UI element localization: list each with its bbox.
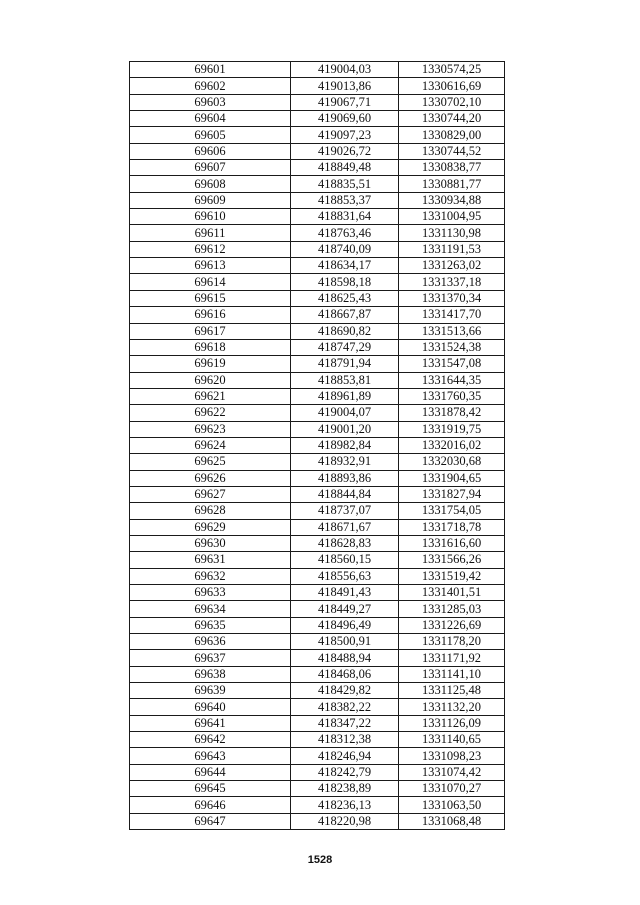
x-coordinate-cell: 418347,22: [291, 715, 399, 731]
table-row: [130, 356, 505, 372]
point-id-cell: 69612: [130, 241, 291, 257]
x-coordinate-cell: 418449,27: [291, 601, 399, 617]
y-coordinate-cell: 1331285,03: [399, 601, 505, 617]
point-id-cell: 69630: [130, 535, 291, 551]
table-row: [130, 62, 505, 78]
point-id-cell: 69609: [130, 192, 291, 208]
coordinates-table-body: [130, 62, 505, 830]
table-row: [130, 519, 505, 535]
table-row: [130, 470, 505, 486]
table-row: [130, 372, 505, 388]
point-id-cell: 69604: [130, 111, 291, 127]
y-coordinate-cell: 1331616,60: [399, 535, 505, 551]
point-id-cell: 69621: [130, 388, 291, 404]
x-coordinate-cell: 418496,49: [291, 617, 399, 633]
point-id-cell: 69624: [130, 437, 291, 453]
y-coordinate-cell: 1331904,65: [399, 470, 505, 486]
table-row: [130, 241, 505, 257]
table-row: [130, 486, 505, 502]
point-id-cell: 69629: [130, 519, 291, 535]
point-id-cell: 69636: [130, 634, 291, 650]
y-coordinate-cell: 1331068,48: [399, 813, 505, 829]
y-coordinate-cell: 1331519,42: [399, 568, 505, 584]
point-id-cell: 69625: [130, 454, 291, 470]
point-id-cell: 69632: [130, 568, 291, 584]
y-coordinate-cell: 1331178,20: [399, 634, 505, 650]
x-coordinate-cell: 418853,81: [291, 372, 399, 388]
x-coordinate-cell: 418220,98: [291, 813, 399, 829]
y-coordinate-cell: 1331063,50: [399, 797, 505, 813]
y-coordinate-cell: 1330829,00: [399, 127, 505, 143]
point-id-cell: 69607: [130, 160, 291, 176]
x-coordinate-cell: 418737,07: [291, 503, 399, 519]
table-row: [130, 666, 505, 682]
x-coordinate-cell: 418740,09: [291, 241, 399, 257]
table-row: [130, 568, 505, 584]
point-id-cell: 69610: [130, 209, 291, 225]
point-id-cell: 69616: [130, 307, 291, 323]
point-id-cell: 69603: [130, 94, 291, 110]
point-id-cell: 69601: [130, 62, 291, 78]
x-coordinate-cell: 418500,91: [291, 634, 399, 650]
table-row: [130, 339, 505, 355]
y-coordinate-cell: 1330616,69: [399, 78, 505, 94]
point-id-cell: 69622: [130, 405, 291, 421]
y-coordinate-cell: 1331070,27: [399, 781, 505, 797]
x-coordinate-cell: 419013,86: [291, 78, 399, 94]
y-coordinate-cell: 1331226,69: [399, 617, 505, 633]
table-row: [130, 715, 505, 731]
x-coordinate-cell: 419069,60: [291, 111, 399, 127]
table-row: [130, 143, 505, 159]
table-row: [130, 437, 505, 453]
y-coordinate-cell: 1331098,23: [399, 748, 505, 764]
y-coordinate-cell: 1330934,88: [399, 192, 505, 208]
point-id-cell: 69628: [130, 503, 291, 519]
table-row: [130, 732, 505, 748]
point-id-cell: 69637: [130, 650, 291, 666]
y-coordinate-cell: 1331126,09: [399, 715, 505, 731]
table-row: [130, 127, 505, 143]
point-id-cell: 69646: [130, 797, 291, 813]
x-coordinate-cell: 418634,17: [291, 258, 399, 274]
y-coordinate-cell: 1331370,34: [399, 290, 505, 306]
table-row: [130, 601, 505, 617]
x-coordinate-cell: 418671,67: [291, 519, 399, 535]
y-coordinate-cell: 1331513,66: [399, 323, 505, 339]
y-coordinate-cell: 1331754,05: [399, 503, 505, 519]
x-coordinate-cell: 418982,84: [291, 437, 399, 453]
x-coordinate-cell: 418791,94: [291, 356, 399, 372]
table-row: [130, 699, 505, 715]
x-coordinate-cell: 418236,13: [291, 797, 399, 813]
x-coordinate-cell: 418932,91: [291, 454, 399, 470]
point-id-cell: 69615: [130, 290, 291, 306]
x-coordinate-cell: 418667,87: [291, 307, 399, 323]
table-row: [130, 797, 505, 813]
y-coordinate-cell: 1331140,65: [399, 732, 505, 748]
y-coordinate-cell: 1331191,53: [399, 241, 505, 257]
y-coordinate-cell: 1331547,08: [399, 356, 505, 372]
y-coordinate-cell: 1331074,42: [399, 764, 505, 780]
y-coordinate-cell: 1331337,18: [399, 274, 505, 290]
x-coordinate-cell: 418690,82: [291, 323, 399, 339]
table-row: [130, 748, 505, 764]
y-coordinate-cell: 1331417,70: [399, 307, 505, 323]
table-row: [130, 454, 505, 470]
x-coordinate-cell: 419026,72: [291, 143, 399, 159]
table-row: [130, 617, 505, 633]
x-coordinate-cell: 418246,94: [291, 748, 399, 764]
table-row: [130, 781, 505, 797]
point-id-cell: 69613: [130, 258, 291, 274]
table-row: [130, 176, 505, 192]
x-coordinate-cell: 419097,23: [291, 127, 399, 143]
point-id-cell: 69641: [130, 715, 291, 731]
y-coordinate-cell: 1331718,78: [399, 519, 505, 535]
point-id-cell: 69623: [130, 421, 291, 437]
table-row: [130, 388, 505, 404]
table-row: [130, 160, 505, 176]
point-id-cell: 69617: [130, 323, 291, 339]
y-coordinate-cell: 1330838,77: [399, 160, 505, 176]
table-row: [130, 813, 505, 829]
y-coordinate-cell: 1331760,35: [399, 388, 505, 404]
x-coordinate-cell: 418763,46: [291, 225, 399, 241]
point-id-cell: 69644: [130, 764, 291, 780]
table-row: [130, 323, 505, 339]
x-coordinate-cell: 418853,37: [291, 192, 399, 208]
y-coordinate-cell: 1331132,20: [399, 699, 505, 715]
y-coordinate-cell: 1331171,92: [399, 650, 505, 666]
x-coordinate-cell: 418625,43: [291, 290, 399, 306]
x-coordinate-cell: 419001,20: [291, 421, 399, 437]
table-row: [130, 290, 505, 306]
point-id-cell: 69639: [130, 683, 291, 699]
x-coordinate-cell: 418242,79: [291, 764, 399, 780]
point-id-cell: 69647: [130, 813, 291, 829]
y-coordinate-cell: 1330702,10: [399, 94, 505, 110]
x-coordinate-cell: 418961,89: [291, 388, 399, 404]
table-row: [130, 274, 505, 290]
x-coordinate-cell: 418831,64: [291, 209, 399, 225]
x-coordinate-cell: 418491,43: [291, 585, 399, 601]
point-id-cell: 69633: [130, 585, 291, 601]
point-id-cell: 69602: [130, 78, 291, 94]
point-id-cell: 69635: [130, 617, 291, 633]
table-row: [130, 94, 505, 110]
point-id-cell: 69638: [130, 666, 291, 682]
table-row: [130, 634, 505, 650]
point-id-cell: 69626: [130, 470, 291, 486]
point-id-cell: 69642: [130, 732, 291, 748]
table-row: [130, 650, 505, 666]
table-row: [130, 225, 505, 241]
y-coordinate-cell: 1330881,77: [399, 176, 505, 192]
y-coordinate-cell: 1331644,35: [399, 372, 505, 388]
table-row: [130, 78, 505, 94]
x-coordinate-cell: 418556,63: [291, 568, 399, 584]
x-coordinate-cell: 418488,94: [291, 650, 399, 666]
y-coordinate-cell: 1331878,42: [399, 405, 505, 421]
point-id-cell: 69620: [130, 372, 291, 388]
x-coordinate-cell: 418844,84: [291, 486, 399, 502]
y-coordinate-cell: 1331141,10: [399, 666, 505, 682]
point-id-cell: 69605: [130, 127, 291, 143]
y-coordinate-cell: 1332016,02: [399, 437, 505, 453]
x-coordinate-cell: 418560,15: [291, 552, 399, 568]
point-id-cell: 69618: [130, 339, 291, 355]
x-coordinate-cell: 419067,71: [291, 94, 399, 110]
y-coordinate-cell: 1331401,51: [399, 585, 505, 601]
table-row: [130, 503, 505, 519]
x-coordinate-cell: 418849,48: [291, 160, 399, 176]
x-coordinate-cell: 418468,06: [291, 666, 399, 682]
x-coordinate-cell: 418835,51: [291, 176, 399, 192]
point-id-cell: 69645: [130, 781, 291, 797]
coordinates-table: [129, 61, 505, 830]
table-row: [130, 405, 505, 421]
y-coordinate-cell: 1332030,68: [399, 454, 505, 470]
table-row: [130, 683, 505, 699]
x-coordinate-cell: 418893,86: [291, 470, 399, 486]
point-id-cell: 69614: [130, 274, 291, 290]
x-coordinate-cell: 418312,38: [291, 732, 399, 748]
point-id-cell: 69627: [130, 486, 291, 502]
x-coordinate-cell: 418429,82: [291, 683, 399, 699]
y-coordinate-cell: 1331004,95: [399, 209, 505, 225]
point-id-cell: 69606: [130, 143, 291, 159]
y-coordinate-cell: 1331263,02: [399, 258, 505, 274]
point-id-cell: 69643: [130, 748, 291, 764]
y-coordinate-cell: 1331524,38: [399, 339, 505, 355]
y-coordinate-cell: 1331130,98: [399, 225, 505, 241]
table-row: [130, 307, 505, 323]
table-row: [130, 421, 505, 437]
y-coordinate-cell: 1331919,75: [399, 421, 505, 437]
point-id-cell: 69619: [130, 356, 291, 372]
y-coordinate-cell: 1331125,48: [399, 683, 505, 699]
y-coordinate-cell: 1330744,20: [399, 111, 505, 127]
table-row: [130, 258, 505, 274]
y-coordinate-cell: 1331827,94: [399, 486, 505, 502]
y-coordinate-cell: 1330744,52: [399, 143, 505, 159]
y-coordinate-cell: 1331566,26: [399, 552, 505, 568]
table-row: [130, 535, 505, 551]
point-id-cell: 69640: [130, 699, 291, 715]
table-row: [130, 192, 505, 208]
table-row: [130, 111, 505, 127]
point-id-cell: 69608: [130, 176, 291, 192]
table-row: [130, 552, 505, 568]
y-coordinate-cell: 1330574,25: [399, 62, 505, 78]
x-coordinate-cell: 419004,07: [291, 405, 399, 421]
x-coordinate-cell: 418628,83: [291, 535, 399, 551]
point-id-cell: 69611: [130, 225, 291, 241]
x-coordinate-cell: 418382,22: [291, 699, 399, 715]
point-id-cell: 69631: [130, 552, 291, 568]
x-coordinate-cell: 419004,03: [291, 62, 399, 78]
x-coordinate-cell: 418598,18: [291, 274, 399, 290]
table-row: [130, 585, 505, 601]
x-coordinate-cell: 418238,89: [291, 781, 399, 797]
table-row: [130, 764, 505, 780]
page-number: 1528: [307, 854, 333, 866]
x-coordinate-cell: 418747,29: [291, 339, 399, 355]
table-row: [130, 209, 505, 225]
point-id-cell: 69634: [130, 601, 291, 617]
